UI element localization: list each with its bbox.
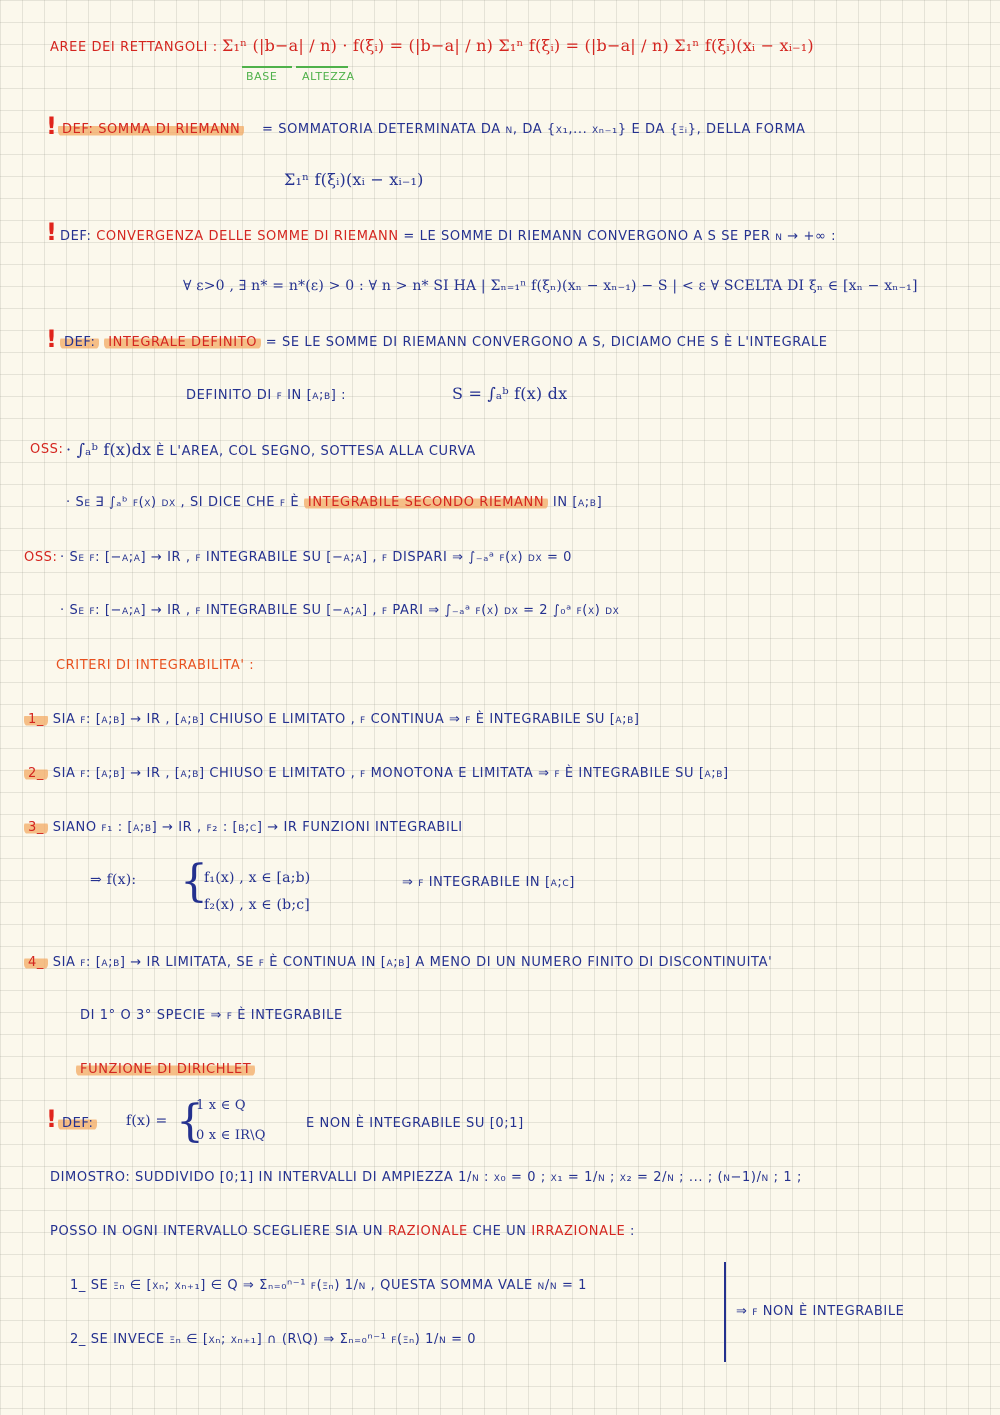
exclamation-icon: ! <box>46 218 57 246</box>
dirichlet-title-text: FUNZIONE DI DIRICHLET <box>76 1062 255 1077</box>
dirichlet-f-label: f(x) = <box>126 1113 168 1129</box>
dirichlet-conclusion: ⇒ f NON È INTEGRABILE <box>736 1304 905 1319</box>
dirichlet-brace: { <box>176 1096 204 1147</box>
dirichlet-title <box>76 1062 255 1077</box>
dirichlet-def-label <box>58 1116 97 1131</box>
criterion-1-num: 1_ <box>24 712 48 727</box>
criterion-3-num: 3_ <box>24 820 48 835</box>
criterion-1 <box>24 712 640 727</box>
exclamation-icon: ! <box>46 325 57 353</box>
criterion-4-num: 4_ <box>24 955 48 970</box>
oss1-label: OSS: <box>30 442 64 457</box>
def1-formula: Σ₁ⁿ f(ξᵢ)(xᵢ − xᵢ₋₁) <box>284 170 424 189</box>
conclusion-bar <box>724 1262 726 1362</box>
dirichlet-proof2 <box>50 1224 635 1239</box>
def3-formula: S = ∫ₐᵇ f(x) dx <box>452 384 568 403</box>
criterion-3-brace: { <box>180 856 208 907</box>
criterion-4-text: SIA f: [a;b] → IR LIMITATA, SE f È CONTINUA IN [a;b] A MENO DI UN NUMERO FINITO DI DISCONTINUITA' <box>52 955 773 970</box>
oss1-line1-text: È L'AREA, COL SEGNO, SOTTESA ALLA CURVA <box>156 444 476 459</box>
criterion-2-num: 2_ <box>24 766 48 781</box>
criterion-2 <box>24 766 729 781</box>
criterion-4 <box>24 955 772 970</box>
oss2-line2: · Se f: [−a;a] → IR , f INTEGRABILE SU [−a;a] , f PARI ⇒ ∫₋ₐᵃ f(x) dx = 2 ∫₀ᵃ f(x) dx <box>60 603 620 618</box>
exclamation-icon: ! <box>46 112 57 140</box>
oss2-label: OSS: <box>24 550 58 565</box>
height-label: ALTEZZA <box>302 70 355 83</box>
dirichlet-proof1: DIMOSTRO: SUDDIVIDO [0;1] IN INTERVALLI DI AMPIEZZA 1/n : x₀ = 0 ; x₁ = 1/n ; x₂ = 2/n ; ... ; (n−1)/n ; 1 ; <box>50 1170 802 1185</box>
criterion-3-text: SIANO f₁ : [a;b] → IR , f₂ : [b;c] → IR FUNZIONI INTEGRABILI <box>52 820 463 835</box>
dirichlet-case-a: 1_ SE ξₙ ∈ [xₙ; xₙ₊₁] ∈ Q ⇒ Σₙ₌₀ⁿ⁻¹ f(ξₙ) 1/n , QUESTA SOMMA VALE n/n = 1 <box>70 1278 588 1293</box>
def1-title-text: DEF: SOMMA DI RIEMANN <box>58 122 244 137</box>
dirichlet-def-label-text: DEF: <box>58 1116 97 1131</box>
criterion-3-case1: f₁(x) , x ∈ [a;b) <box>204 870 311 886</box>
dirichlet-proof2-mid: CHE UN <box>472 1224 527 1239</box>
dirichlet-case2: 0 x ∈ IR\Q <box>196 1128 266 1143</box>
oss1-line2-pre: · Se ∃ ∫ₐᵇ f(x) dx , SI DICE CHE f È <box>66 495 300 510</box>
def2-title: CONVERGENZA DELLE SOMME DI RIEMANN <box>96 229 399 244</box>
dirichlet-case1: 1 x ∈ Q <box>196 1098 246 1113</box>
def3-prefix: DEF: <box>60 335 99 350</box>
criterion-2-text: SIA f: [a;b] → IR , [a;b] CHIUSO E LIMITATO , f MONOTONA E LIMITATA ⇒ f È INTEGRABILE SU [a;b] <box>52 766 729 781</box>
oss1-line2-highlight: INTEGRABILE SECONDO RIEMANN <box>304 495 548 510</box>
def1-title <box>58 122 244 137</box>
oss1-line1-math: · ∫ₐᵇ f(x)dx <box>66 440 152 459</box>
header-formula: Σ₁ⁿ (|b−a| / n) · f(ξᵢ) = (|b−a| / n) Σ₁ⁿ f(ξᵢ) = (|b−a| / n) Σ₁ⁿ f(ξᵢ)(xᵢ − xᵢ₋₁) <box>222 36 814 55</box>
def2-formula: ∀ ε>0 , ∃ n* = n*(ε) > 0 : ∀ n > n* SI HA | Σₙ₌₁ⁿ f(ξₙ)(xₙ − xₙ₋₁) − S | < ε ∀ SCELTA DI ξₙ ∈ [xₙ − xₙ₋₁] <box>183 278 918 294</box>
criterion-3-arrow: ⇒ f(x): <box>90 872 137 888</box>
dirichlet-proof2-irrational: IRRAZIONALE <box>531 1224 626 1239</box>
def3-text2: DEFINITO DI f IN [a;b] : <box>186 388 347 403</box>
criterion-1-text: SIA f: [a;b] → IR , [a;b] CHIUSO E LIMITATO , f CONTINUA ⇒ f È INTEGRABILE SU [a;b] <box>52 712 640 727</box>
criteria-title: CRITERI DI INTEGRABILITA' : <box>56 658 255 673</box>
dirichlet-proof2-post: : <box>630 1224 635 1239</box>
def3-text: = SE LE SOMME DI RIEMANN CONVERGONO A S, DICIAMO CHE S È L'INTEGRALE <box>265 335 828 350</box>
exclamation-icon: ! <box>46 1105 57 1133</box>
oss1-line1 <box>66 440 476 459</box>
def3-line <box>60 335 828 350</box>
dirichlet-case-b: 2_ SE INVECE ξₙ ∈ [xₙ; xₙ₊₁] ∩ (R\Q) ⇒ Σₙ₌₀ⁿ⁻¹ f(ξₙ) 1/n = 0 <box>70 1332 477 1347</box>
oss1-line2 <box>66 495 602 510</box>
criterion-3 <box>24 820 463 835</box>
dirichlet-proof2-rational: RAZIONALE <box>387 1224 468 1239</box>
def2-line <box>60 229 836 244</box>
header-label: AREE DEI RETTANGOLI : <box>50 40 218 55</box>
oss2-line1: · Se f: [−a;a] → IR , f INTEGRABILE SU [−a;a] , f DISPARI ⇒ ∫₋ₐᵃ f(x) dx = 0 <box>60 550 573 565</box>
dirichlet-statement: E NON È INTEGRABILE SU [0;1] <box>306 1116 524 1131</box>
oss1-line2-post: IN [a;b] <box>552 495 603 510</box>
criterion-3-case2: f₂(x) , x ∈ (b;c] <box>204 897 310 913</box>
def1-text: = SOMMATORIA DETERMINATA DA n, DA {x₁,... xₙ₋₁} E DA {ξᵢ}, DELLA FORMA <box>262 122 806 137</box>
dirichlet-proof2-pre: POSSO IN OGNI INTERVALLO SCEGLIERE SIA UN <box>50 1224 384 1239</box>
base-underline <box>242 66 292 68</box>
def2-prefix: DEF: <box>60 229 92 244</box>
criterion-3-result: ⇒ f INTEGRABILE IN [a;c] <box>402 875 575 890</box>
def3-title: INTEGRALE DEFINITO <box>104 335 261 350</box>
base-label: BASE <box>246 70 278 83</box>
def2-text: = LE SOMME DI RIEMANN CONVERGONO A S SE PER n → +∞ : <box>403 229 837 244</box>
height-underline <box>296 66 348 68</box>
criterion-4-cont: DI 1° O 3° SPECIE ⇒ f È INTEGRABILE <box>80 1008 343 1023</box>
